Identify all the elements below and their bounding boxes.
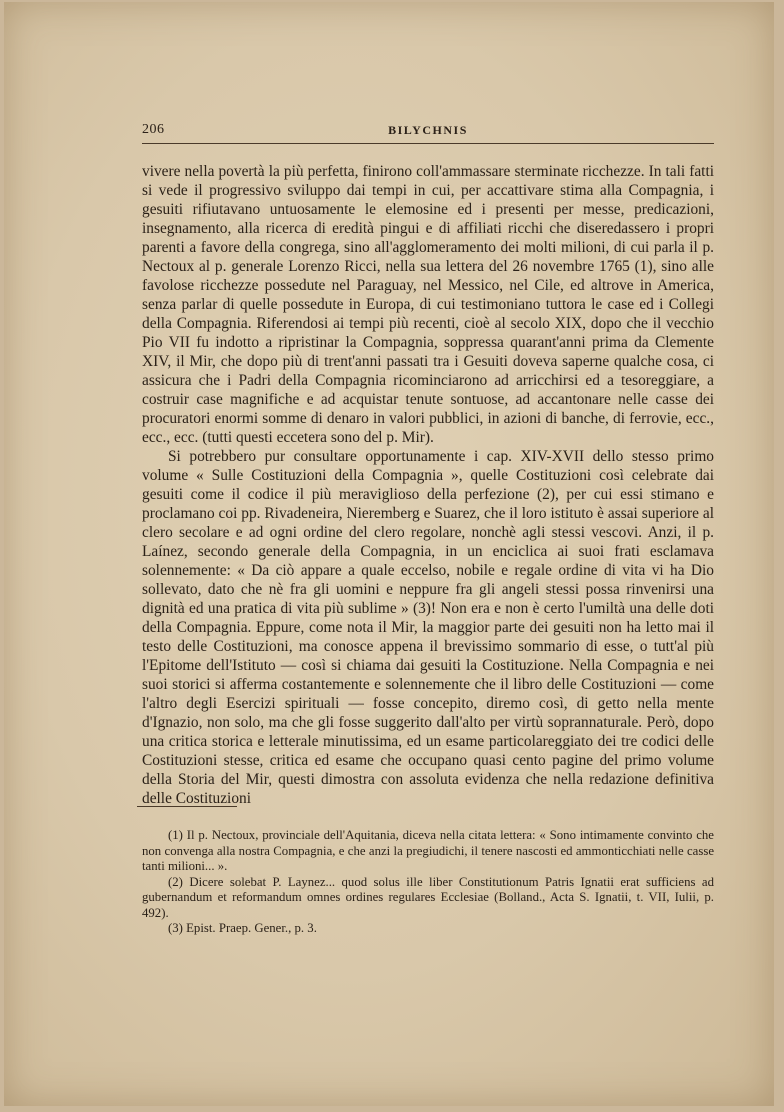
running-head <box>142 122 714 144</box>
paragraph-2: Si potrebbero pur consultare opportunamente i cap. XIV-XVII dello stesso primo volume « Sulle Costituzioni della Compagnia », quelle Costituzioni così celebrate dai gesuiti come il codice il più meraviglioso della perfezione (2), per cui essi stimano e proclamano coi pp. Rivadeneira, Nieremberg e Suarez, che il loro istituto è assai superiore al clero secolare e ad ogni ordine del clero regolare, nonchè agli stessi vescovi. Anzi, il p. Laínez, secondo generale della Compagnia, in un enciclica ai suoi frati esclamava solennemente: « Da ciò appare a quale eccelso, nobile e regale ordine di vita vi ha Dio sollevato, dato che nè fra gli uomini e neppure fra gli angeli stessi possa rinvenirsi una dignità ed una pratica di vita più sublime » (3)! Non era e non è certo l'umiltà una delle doti della Compagnia. Eppure, come nota il Mir, la maggior parte dei gesuiti non ha letto mai il testo delle Costituzioni, ma conosce appena il brevissimo sommario di esse, o tutt'al più l'Epitome dell'Istituto — così si chiama dai gesuiti la Costituzione. Nella Compagnia e nei suoi storici si afferma costantemente e solennemente che il libro delle Costituzioni — come l'altro degli Esercizi spirituali — fosse concepito, diremo così, di getto nella mente d'Ignazio, non solo, ma che gli fosse suggerito dall'alto per virtù soprannaturale. Però, dopo una critica storica e letterale minutissima, ed un esame particolareggiato dei tre codici delle Costituzioni stesse, critica ed esame che occupano quasi cento pagine del primo volume della Storia del Mir, questi dimostra con assoluta evidenza che nella redazione definitiva delle Costituzioni <box>142 448 714 807</box>
journal-title: BILYCHNIS <box>388 123 468 137</box>
main-text <box>142 162 714 808</box>
footnote-1: (1) Il p. Nectoux, provinciale dell'Aquitania, diceva nella citata lettera: « Sono intimamente convinto che non convenga alla nostra Compagnia, e che anzi la pregiudichi, il tenere nascosti ed ammonticchiati nelle casse tanti milioni... ». <box>142 828 714 873</box>
footnote-3: (3) Epist. Praep. Gener., p. 3. <box>168 921 317 935</box>
footnotes <box>142 828 714 937</box>
page-number: 206 <box>142 122 165 137</box>
footnote-separator <box>137 806 237 807</box>
header-rule <box>142 143 714 144</box>
paragraph-1: vivere nella povertà la più perfetta, finirono coll'ammassare sterminate ricchezze. In tali fatti si vede il progressivo sviluppo dai tempi in cui, per accattivare stima alla Compagnia, i gesuiti rifiutavano untuosamente le elemosine ed i presenti per messe, predicazioni, insegnamento, alla ricerca di eredità pingui e di affiliati ricchi che diseredassero i propri parenti a favore della congrega, sino all'agglomeramento dei molti milioni, di cui parla il p. Nectoux al p. generale Lorenzo Ricci, nella sua lettera del 26 novembre 1765 (1), sino alle favolose ricchezze possedute nel Paraguay, nel Messico, nel Cile, ed altrove in America, senza parlar di quelle possedute in Europa, di cui testimoniano tuttora le case ed i Collegi della Compagnia. Riferendosi ai tempi più recenti, cioè al secolo XIX, dopo che il vecchio Pio VII fu indotto a ripristinar la Compagnia, soppressa quarant'anni prima da Clemente XIV, il Mir, che dopo più di trent'anni passati tra i Gesuiti doveva saperne qualche cosa, ci assicura che i Padri della Compagnia ricominciarono ad arricchirsi ed a tesoreggiare, a costruir case magnifiche e ad acquistar tenute sontuose, ad accantonare nelle casse dei procuratori enormi somme di denaro in valori pubblici, in azioni di banche, di ferrovie, ecc., ecc., ecc. (tutti questi eccetera sono del p. Mir). <box>142 163 714 446</box>
book-page <box>4 2 774 1106</box>
footnote-2: (2) Dicere solebat P. Laynez... quod solus ille liber Constitutionum Patris Ignatii erat sufficiens ad gubernandum et reformandum omnes ordines regulares Ecclesiae (Bolland., Acta S. Ignatii, t. VII, Iulii, p. 492). <box>142 874 714 920</box>
